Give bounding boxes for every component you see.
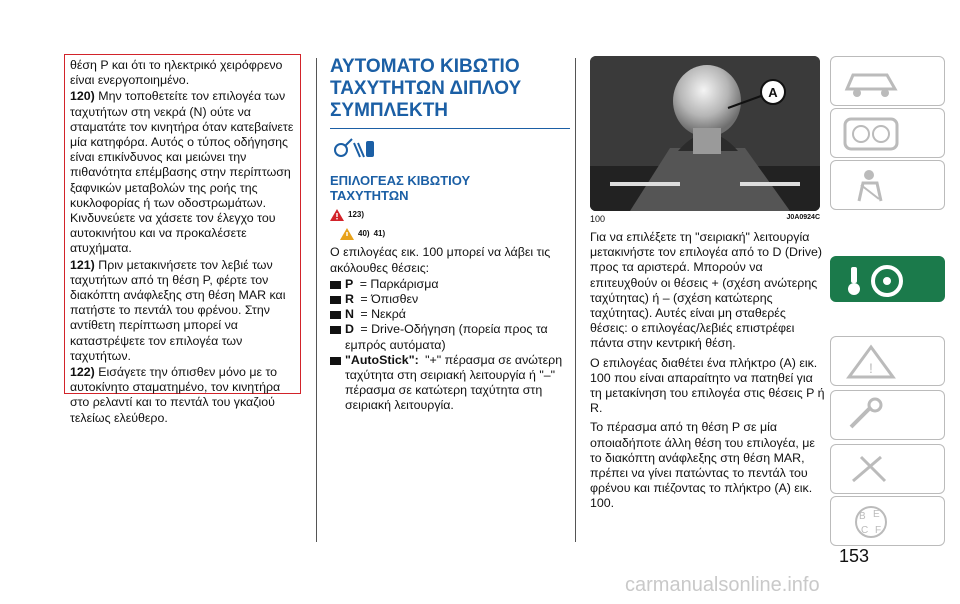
subsection-title: ΕΠΙΛΟΓΕΑΣ ΚΙΒΩΤΙΟΥ ΤΑΧΥΤΗΤΩΝ [330,173,471,203]
warning-122 [70,365,296,426]
figure-callout-label: A [768,85,778,100]
figure-number: 100 [590,214,606,224]
seatbelt-safety-icon [841,167,901,205]
wrench-service-icon [841,397,901,435]
warning-triangle-icon [841,343,901,381]
warning-intro: θέση P και ότι το ηλεκτρικό χειρόφρενο είναι ενεργοποιημένο. [70,58,283,88]
list-item: N = Νεκρά [330,307,570,322]
tab-warnings[interactable] [830,336,945,386]
tab-maintenance[interactable] [830,444,945,494]
section-title: ΑΥΤΟΜΑΤΟ ΚΙΒΩΤΙΟ ΤΑΧΥΤΗΤΩΝ ΔΙΠΛΟΥ ΣΥΜΠΛΕΚΤΗ [330,56,522,121]
transmission-icon [332,137,570,163]
warning-number: 120) [70,89,95,104]
intro-text: Ο επιλογέας εικ. 100 μπορεί να λάβει τις ακόλουθες θέσεις: [330,245,551,275]
key-steering-wheel-icon [841,263,911,299]
warnings-column [70,58,296,427]
tab-emergency[interactable] [830,390,945,440]
svg-text:E: E [873,509,880,520]
figure-code: J0A0924C [786,214,820,221]
warning-number: 121) [70,257,95,272]
paragraph: Ο επιλογέας διαθέτει ένα πλήκτρο (A) εικ. 100 που είναι απαραίτητο να πατηθεί για τη μετακίνηση του επιλογέα στις θέσεις P ή R. [590,355,825,416]
tools-icon [841,451,901,489]
warning-text: Πριν μετακινήσετε τον λεβιέ των ταχυτήτων από τη θέση P, φέρτε τον διακόπτη ανάφλεξης στη θέση MAR και πατήστε το πεντάλ του φρένου. Στην αντίθετη περίπτωση μπορεί να καταστρέψετε τον επιλογέα των ταχυτήτων. [70,257,286,363]
right-column [590,230,826,513]
tab-safety[interactable] [830,160,945,210]
svg-text:F: F [875,525,882,536]
tab-starting-driving[interactable] [830,256,945,302]
column-divider [575,58,576,542]
list-item: P = Παρκάρισμα [330,277,570,292]
warning-text: Εισάγετε την όπισθεν μόνο με το αυτοκίνητο σταματημένο, τον κινητήρα στο ρελαντί και το πεντάλ του γκαζιού τελείως ελεύθερο. [70,365,281,425]
warning-number: 122) [70,365,95,380]
tab-index[interactable] [830,496,945,546]
paragraph: Για να επιλέξετε τη "σειριακή" λειτουργία μετακινήστε τον επιλογέα από το D (Drive) προς τα αριστερά. Μπορούν να επιτευχθούν οι θέσεις + (σχέση ανώτερης ταχύτητας) ή – (σχέση κατώτερης ταχύτητας). Αυτές είναι μη σταθερές θέσεις: ο επιλογέας/λεβιές επιστρέφει πάντα στην κεντρική θέση. [590,230,823,351]
warning-121 [70,258,296,364]
section-column [330,56,570,414]
list-item: D = Drive-Οδήγηση (πορεία προς τα εμπρός αυτόματα) [330,322,570,352]
title-rule [330,128,570,129]
svg-text:C: C [861,525,869,536]
watermark: carmanualsonline.info [625,574,820,596]
index-alphabet-icon [841,503,901,541]
svg-text:!: ! [869,360,873,376]
gear-selector-photo [590,56,820,211]
warning-ref: 123) [330,207,570,222]
tab-car[interactable] [830,56,945,106]
column-divider [316,58,317,542]
tab-dashboard[interactable] [830,108,945,158]
figure-caption [590,214,820,224]
svg-text:B: B [859,511,866,522]
list-item: "AutoStick": "+" πέρασμα σε ανώτερη ταχύτητα στη σειριακή λειτουργία ή "–" πέρασμα σε κατώτερη ταχύτητα στη σειριακή λειτουργία. [330,353,570,414]
warning-triangle-icon [330,209,344,221]
page-number: 153 [839,546,870,566]
car-icon [841,63,901,101]
caution-ref: 40) 41) [330,226,570,241]
caution-icon [340,228,354,240]
warning-120 [70,89,296,256]
paragraph: Το πέρασμα από τη θέση P σε μία οποιαδήποτε άλλη θέση του επιλογέα, με το διακόπτη ανάφλεξης στη θέση MAR, πρέπει να γίνει πατώντας το πεντάλ του φρένου και πιέζοντας το πλήκτρο (A) εικ. 100. [590,420,815,511]
dashboard-gauge-icon [841,115,901,153]
list-item: R = Όπισθεν [330,292,570,307]
warning-text: Μην τοποθετείτε τον επιλογέα των ταχυτήτων στη νεκρά (N) ούτε να σταματάτε τον κινητήρα όταν κατεβαίνετε μία κατηφόρα. Αυτός ο τύπος οδήγησης είναι επικίνδυνος και μειώνει την πιθανότητα επέμβασης στην περίπτωση ξαφνικών μεταβολών της ροής της κυκλοφορίας ή των οδοστρωμάτων. Κινδυνεύετε να χάσετε τον έλεγχο του αυτοκινήτου και να προκαλέσετε ατυχήματα. [70,89,294,256]
